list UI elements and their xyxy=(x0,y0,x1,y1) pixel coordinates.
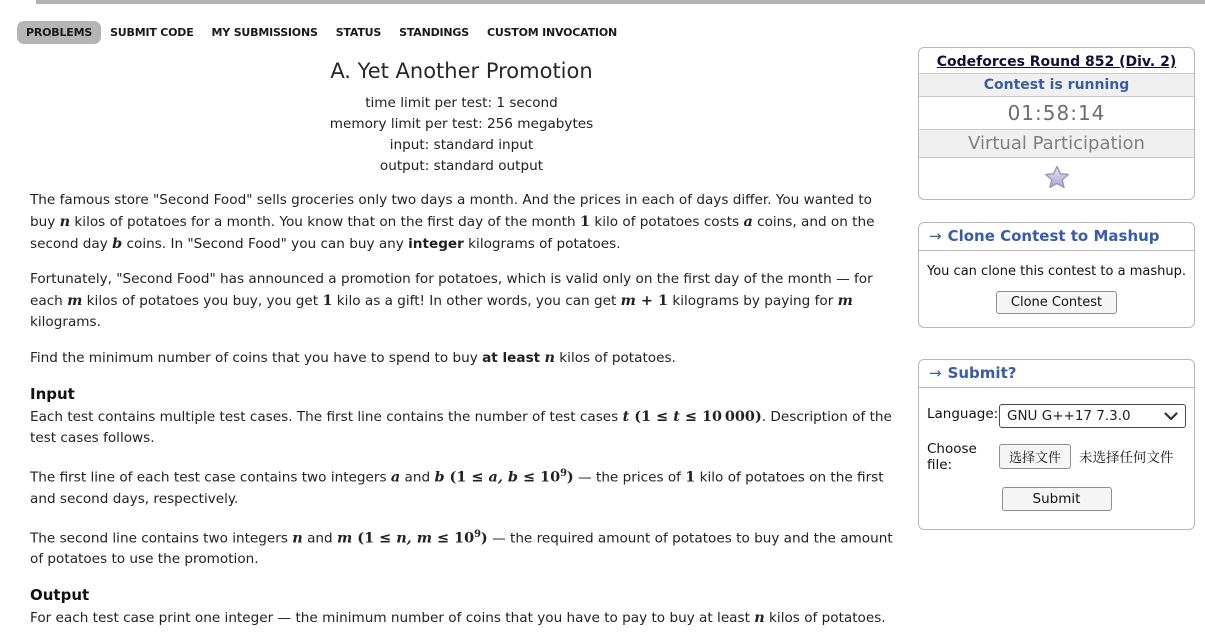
contest-title-row xyxy=(919,48,1194,74)
submit-form xyxy=(919,388,1194,529)
choose-file-button[interactable]: 选择文件 xyxy=(999,444,1071,469)
problem-title: A. Yet Another Promotion xyxy=(330,59,593,83)
tab-problems[interactable]: PROBLEMS xyxy=(17,21,101,44)
statement-paragraph: The famous store "Second Food" sells groceries only two days a month. And the prices in each of days differ. You wanted to buy n kilos of potatoes for a month. You know that on the first day of the month 1 kilo of potatoes costs a coins, and on the second day b coins. In "Second Food" you can buy any integer kilograms of potatoes. xyxy=(30,192,875,252)
submit-box-header xyxy=(919,360,1194,388)
clone-contest-button[interactable]: Clone Contest xyxy=(996,291,1117,314)
statement-paragraph: Fortunately, "Second Food" has announced a promotion for potatoes, which is valid only on the first day of the month — for each m kilos of potatoes you buy, you get 1 kilo as a gift! In other words, you can get m + 1 kilograms by paying for m kilograms. xyxy=(30,271,873,330)
language-selected-value: GNU G++17 7.3.0 xyxy=(1007,408,1131,424)
problem-properties xyxy=(30,93,893,177)
language-row xyxy=(927,404,1186,428)
input-spec: input: standard input xyxy=(389,137,534,153)
tab-submit-code[interactable]: SUBMIT CODE xyxy=(110,26,194,39)
contest-link[interactable]: Codeforces Round 852 (Div. 2) xyxy=(936,54,1177,70)
file-status-text: 未选择任何文件 xyxy=(1079,450,1174,466)
arrow-right-icon: → xyxy=(929,364,942,382)
language-select[interactable] xyxy=(999,404,1186,428)
input-paragraph: The first line of each test case contains two integers a and b (1 ≤ a, $b \le 10^9$) — the prices of 1 kilo of potatoes on the first and second days, respectively. xyxy=(30,468,884,507)
clone-description: You can clone this contest to a mashup. xyxy=(927,264,1186,279)
tab-my-submissions[interactable]: MY SUBMISSIONS xyxy=(211,26,318,39)
time-limit: time limit per test: 1 second xyxy=(365,95,558,111)
contest-status: Contest is running xyxy=(919,74,1194,97)
input-heading: Input xyxy=(30,385,75,403)
submit-box-title: Submit? xyxy=(947,364,1017,382)
participation-mode: Virtual Participation xyxy=(919,130,1194,158)
submit-button[interactable]: Submit xyxy=(1002,487,1112,511)
clone-box-header xyxy=(919,223,1194,251)
contest-info-box xyxy=(918,47,1195,200)
output-paragraph: For each test case print one integer — the minimum number of coins that you have to pay to buy at least n kilos of potatoes. xyxy=(30,609,886,627)
output-spec: output: standard output xyxy=(379,158,544,174)
sidebar xyxy=(918,47,1195,530)
clone-contest-box xyxy=(918,222,1195,328)
statement-paragraph: Find the minimum number of coins that you have to spend to buy at least n kilos of potatoes. xyxy=(30,349,676,366)
choose-file-label: Choose file: xyxy=(927,441,977,473)
top-divider xyxy=(36,0,1205,4)
input-paragraph: Each test contains multiple test cases. The first line contains the number of test cases t (1 ≤ t ≤ 10 000). Description of the test cases follows. xyxy=(30,408,892,446)
arrow-right-icon: → xyxy=(929,227,942,245)
problem-statement xyxy=(30,58,893,643)
tab-standings[interactable]: STANDINGS xyxy=(399,26,469,39)
chevron-down-icon xyxy=(1164,412,1178,421)
favorite-row xyxy=(919,158,1194,199)
contest-timer: 01:58:14 xyxy=(919,97,1194,130)
star-icon[interactable] xyxy=(1044,165,1070,193)
submit-box xyxy=(918,359,1195,530)
contest-nav-tabs xyxy=(17,21,626,44)
output-heading: Output xyxy=(30,586,90,605)
tab-status[interactable]: STATUS xyxy=(335,26,382,39)
file-row xyxy=(927,439,1186,473)
tab-custom-invocation[interactable]: CUSTOM INVOCATION xyxy=(486,26,617,39)
memory-limit: memory limit per test: 256 megabytes xyxy=(329,116,594,132)
input-paragraph: The second line contains two integers n and m (1 ≤ n, $m \le 10^9$) — the required amount of potatoes to buy and the amount of potatoes to use the promotion. xyxy=(30,528,893,568)
file-input xyxy=(999,439,1174,473)
clone-box-title: Clone Contest to Mashup xyxy=(947,227,1160,245)
language-label: Language: xyxy=(927,406,999,422)
